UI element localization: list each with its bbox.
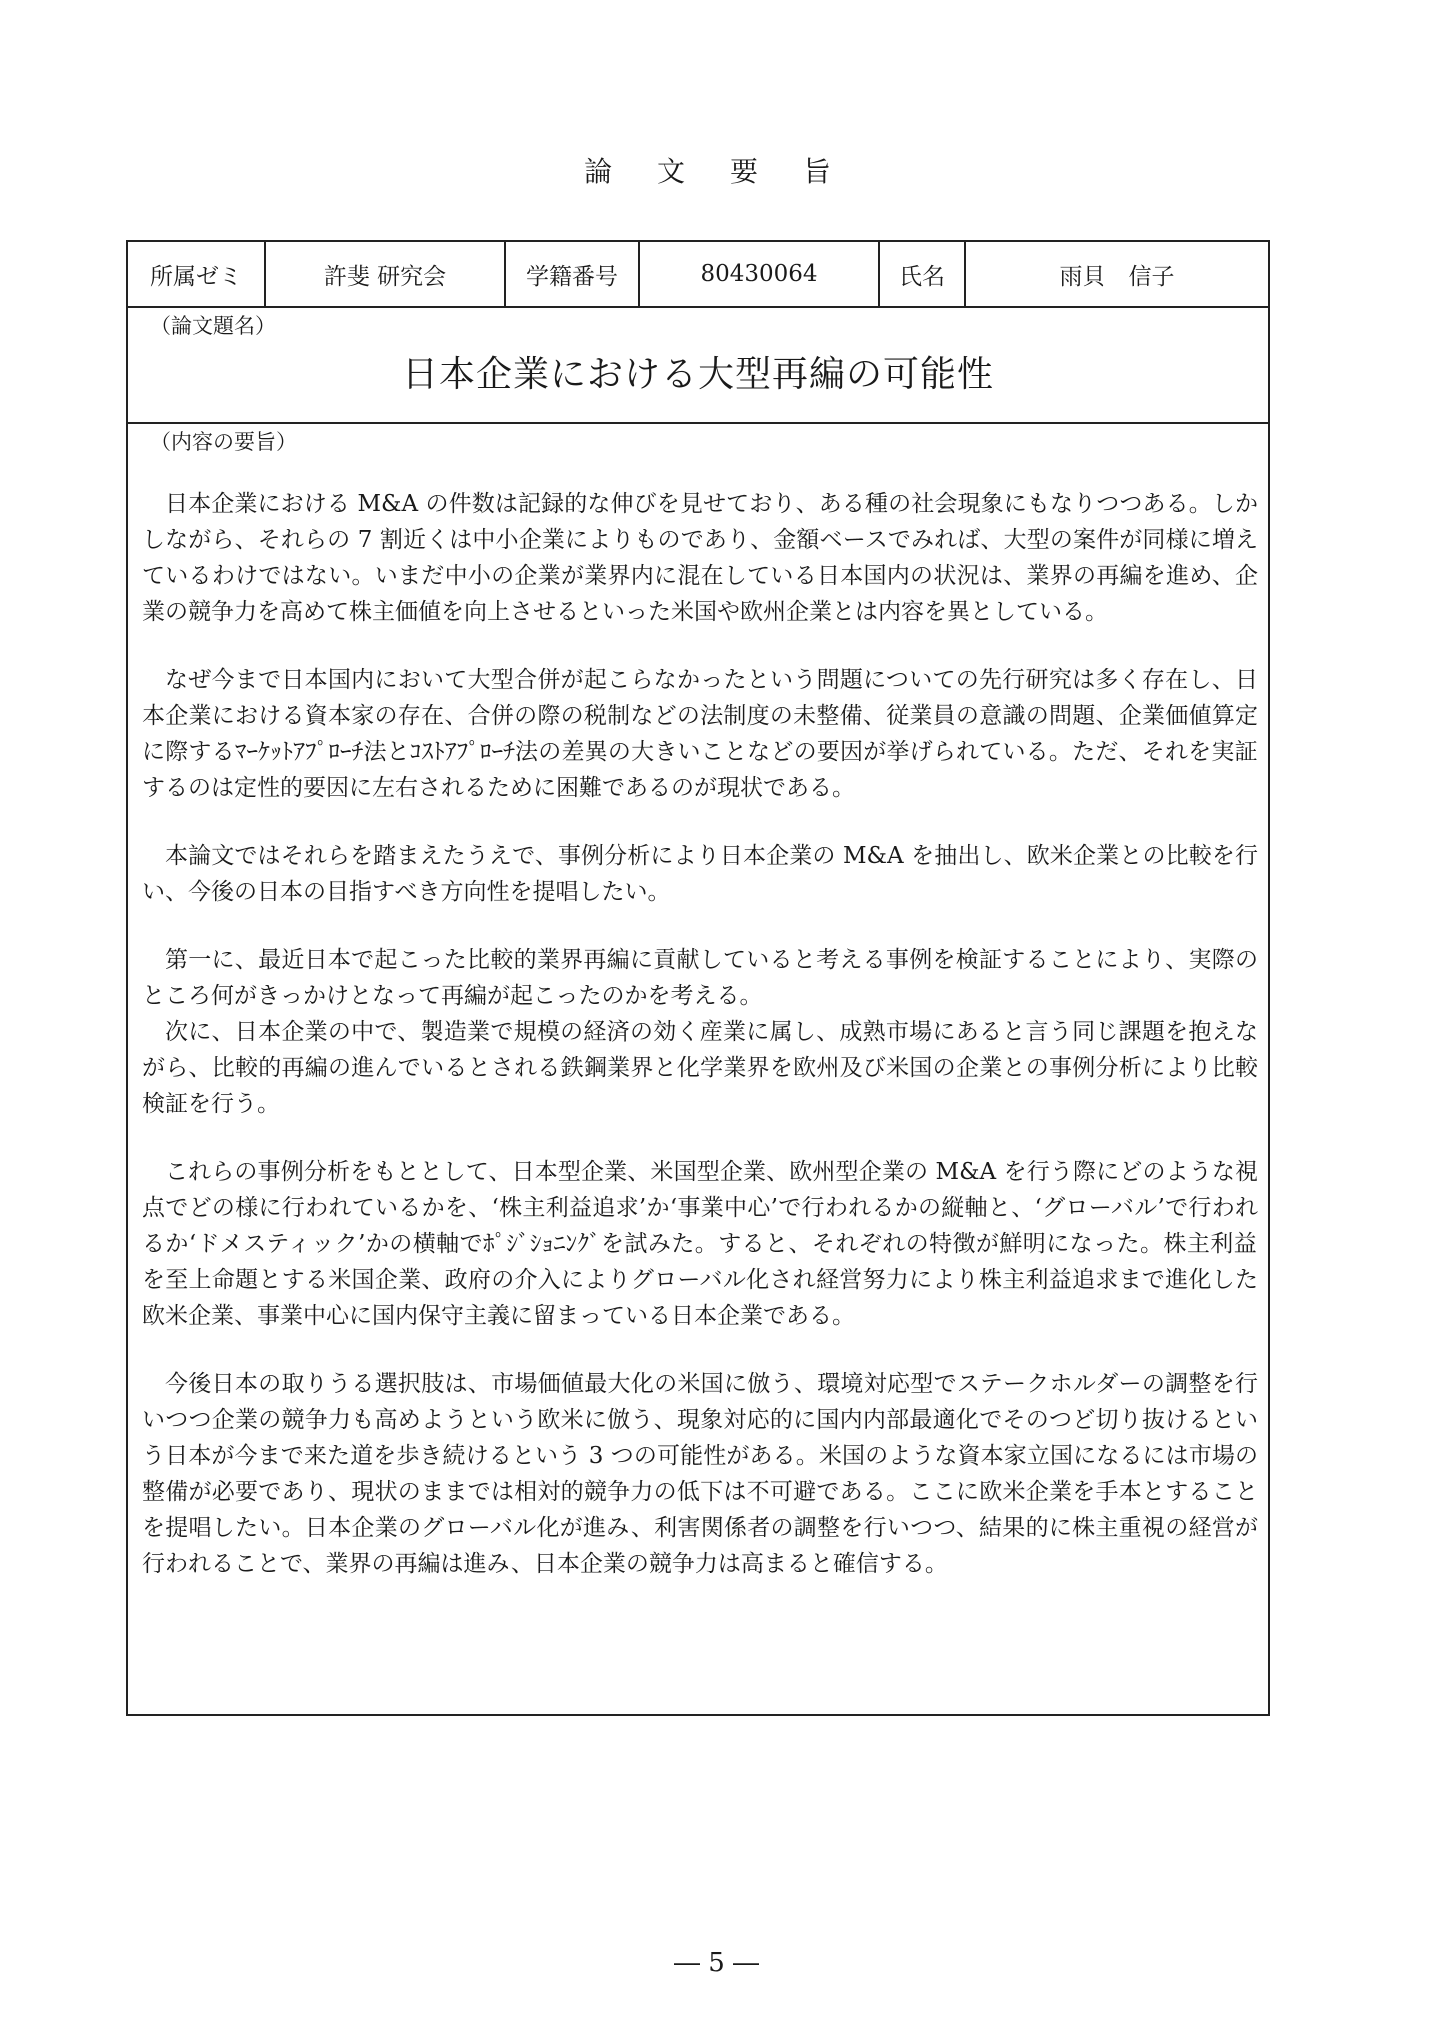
summary-text [142,486,1258,1614]
summary-paragraph-4: 第一に、最近日本で起こった比較的業界再編に貢献していると考える事例を検証することにより、実際のところ何がきっかけとなって再編が起こったのかを考える。 [142,947,1258,1009]
summary-paragraph-7: 今後日本の取りうる選択肢は、市場価値最大化の米国に倣う、環境対応型でステークホルダーの調整を行いつつ企業の競争力も高めようという欧米に倣う、現象対応的に国内内部最適化でそのつど切り抜けるという日本が今まで来た道を歩き続けるという 3 つの可能性がある。米国のような資本家立国になるには市場の整備が必要であり、現状のままでは相対的競争力の低下は不可避である。ここに欧米企業を手本とすることを提唱したい。日本企業のグローバル化が進み、利害関係者の調整を行いつつ、結果的に株主重視の経営が行われることで、業界の再編は進み、日本企業の競争力は高まると確信する。 [142,1371,1258,1577]
summary-paragraph-1: 日本企業における M&A の件数は記録的な伸びを見せており、ある種の社会現象にもなりつつある。しかしながら、それらの 7 割近くは中小企業によりものであり、金額ベースでみれば、大型の案件が同様に増えているわけではない。いまだ中小の企業が業界内に混在している日本国内の状況は、業界の再編を進め、企業の競争力を高めて株主価値を向上させるといった米国や欧州企業とは内容を異としている。 [142,491,1258,625]
abstract-form [126,240,1270,1716]
student-id-label: 学籍番号 [506,242,640,306]
seminar-label: 所属ゼミ [128,242,266,306]
summary-section [128,424,1268,1714]
name-value: 雨貝 信子 [1059,263,1175,290]
summary-paragraph-6: これらの事例分析をもととして、日本型企業、米国型企業、欧州型企業の M&A を行う際にどのような視点でどの様に行われているかを、‘株主利益追求’か‘事業中心’で行われるかの縦軸と、‘グローバル’で行われるか‘ドメスティック’かの横軸でﾎﾟｼﾞｼｮﾆﾝｸﾞを試みた。すると、それぞれの特徴が鮮明になった。株主利益を至上命題とする米国企業、政府の介入によりグローバル化され経営努力により株主利益追求まで進化した欧米企業、事業中心に国内保守主義に留まっている日本企業である。 [142,1159,1258,1329]
name-label: 氏名 [880,242,966,306]
thesis-title: 日本企業における大型再編の可能性 [401,354,994,395]
title-label: （論文題名） [150,314,276,338]
page-title: 論 文 要 旨 [584,155,849,188]
summary-paragraph-2: なぜ今まで日本国内において大型合併が起こらなかったという問題についての先行研究は多く存在し、日本企業における資本家の存在、合併の際の税制などの法制度の未整備、従業員の意識の問題、企業価値算定に際するﾏｰｹｯﾄｱﾌﾟﾛｰﾁ法とｺｽﾄｱﾌﾟﾛｰﾁ法の差異の大きいことなどの要因が挙げられている。ただ、それを実証するのは定性的要因に左右されるために困難であるのが現状である。 [142,667,1258,801]
title-section [128,308,1268,424]
student-id-value: 80430064 [640,242,880,306]
summary-paragraph-5: 次に、日本企業の中で、製造業で規模の経済の効く産業に属し、成熟市場にあると言う同じ課題を抱えながら、比較的再編の進んでいるとされる鉄鋼業界と化学業界を欧州及び米国の企業との事例分析により比較検証を行う。 [142,1019,1258,1117]
summary-paragraph-3: 本論文ではそれらを踏まえたうえで、事例分析により日本企業の M&A を抽出し、欧米企業との比較を行い、今後の日本の目指すべき方向性を提唱したい。 [142,843,1258,905]
seminar-value: 許斐 研究会 [266,242,506,306]
summary-label: （内容の要旨） [150,430,297,454]
header-row [128,242,1268,308]
page-number: ― 5 ― [673,1948,760,1978]
